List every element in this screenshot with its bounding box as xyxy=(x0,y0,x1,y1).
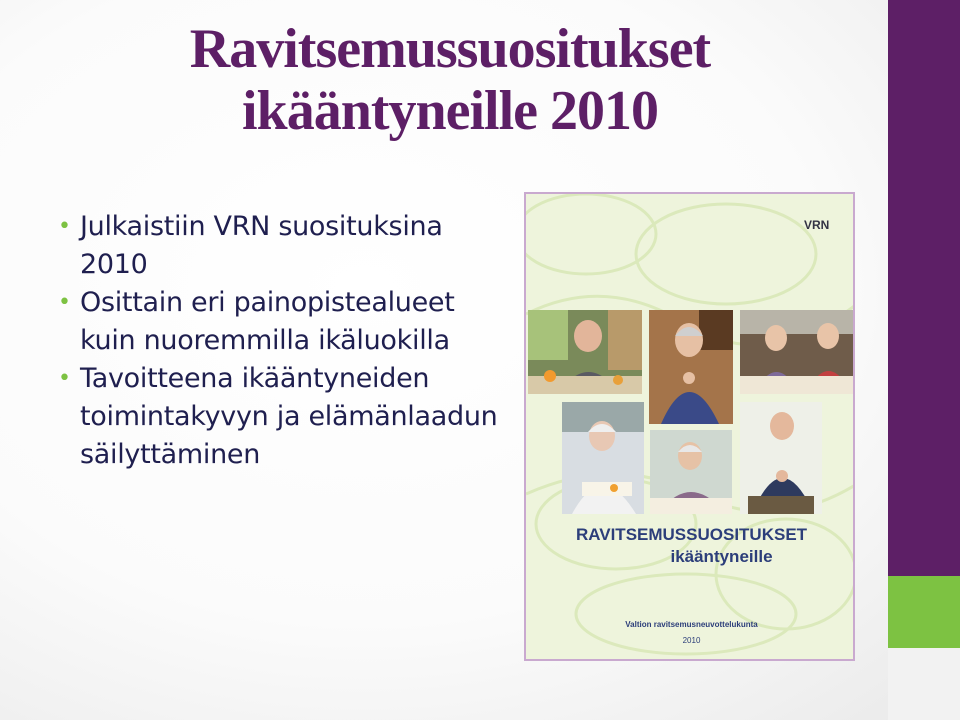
cover-organization: Valtion ravitsemusneuvottelukunta xyxy=(625,620,758,629)
slide-title xyxy=(70,18,830,142)
cover-photo-man-eating xyxy=(740,402,822,514)
cover-photo-elderly-woman xyxy=(649,310,733,424)
slide-title-line-2: ikääntyneille 2010 xyxy=(241,80,659,142)
cover-subtitle: ikääntyneille xyxy=(670,547,773,566)
slide-title-line-1: Ravitsemussuositukset xyxy=(189,18,711,80)
bullet-list xyxy=(58,208,508,474)
side-accent-bottom xyxy=(888,648,960,720)
book-cover-image xyxy=(524,192,855,661)
cover-title: RAVITSEMUSSUOSITUKSET xyxy=(575,525,808,544)
bullet-item xyxy=(58,208,508,284)
cover-vrn-logo: VRN xyxy=(804,218,830,232)
cover-photo-elderly-man-eating xyxy=(528,310,642,394)
bullet-marker: • xyxy=(58,366,71,391)
cover-year: 2010 xyxy=(682,636,701,645)
bullet-text: Julkaistiin VRN suosituksina 2010 xyxy=(80,211,443,280)
cover-photo-woman-with-tray xyxy=(562,402,644,514)
bullet-marker: • xyxy=(58,290,71,315)
bullet-item xyxy=(58,360,508,474)
side-accent-green-bar xyxy=(888,576,960,648)
side-accent-purple-bar xyxy=(888,0,960,576)
cover-photo-woman-eating xyxy=(650,430,732,514)
bullet-marker: • xyxy=(58,214,71,239)
cover-photo-women-at-table xyxy=(740,310,855,394)
bullet-text: Osittain eri painopistealueet kuin nuoremmilla ikäluokilla xyxy=(80,287,455,356)
bullet-item xyxy=(58,284,508,360)
bullet-text: Tavoitteena ikääntyneiden toimintakyvyn ja elämänlaadun säilyttäminen xyxy=(80,363,498,470)
